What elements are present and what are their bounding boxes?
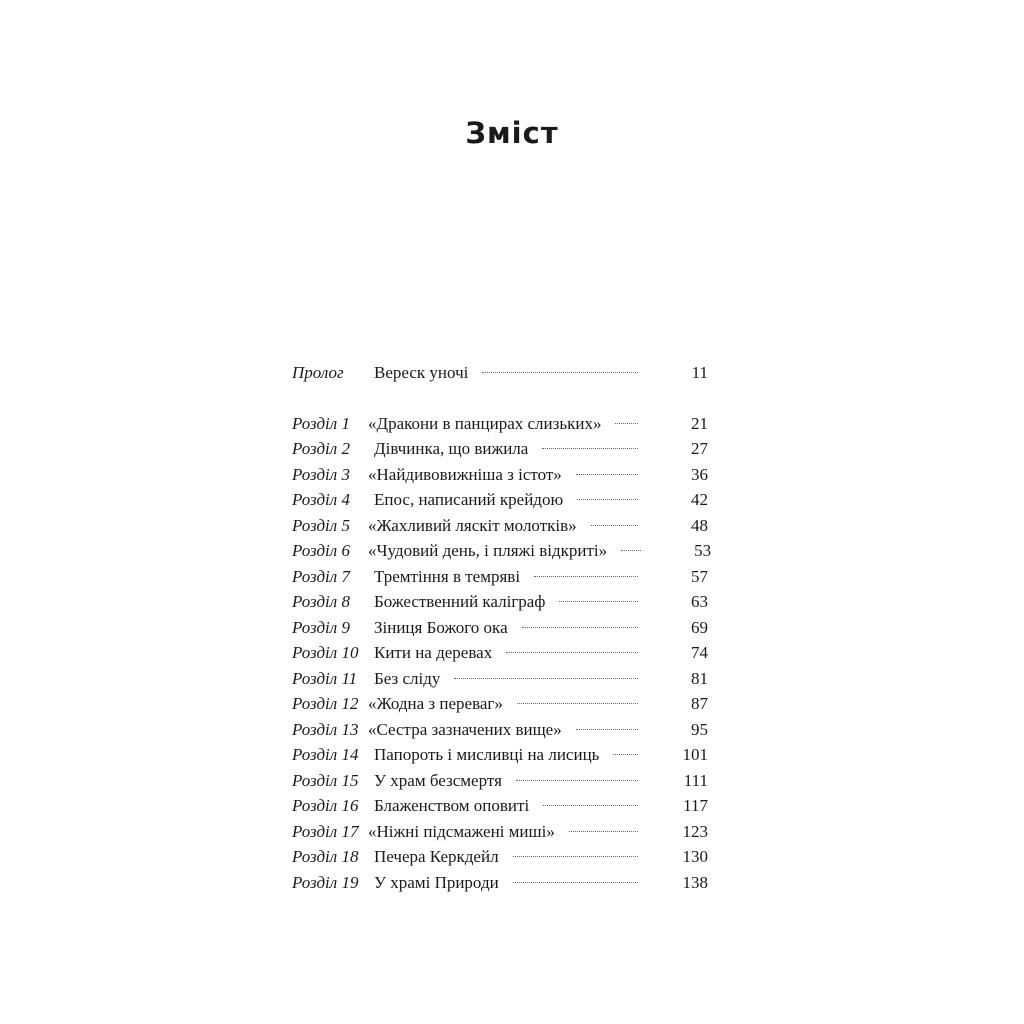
dot-leader xyxy=(615,423,638,424)
toc-entry-title: Блаженством оповиті xyxy=(374,796,530,815)
toc-entry-title: Без сліду xyxy=(374,668,441,688)
toc-entry-label: Розділ 15 xyxy=(292,770,359,790)
toc-entry-label: Розділ 6 xyxy=(292,541,350,560)
toc-entry-title: Епос, написаний крейдою xyxy=(374,490,564,509)
toc-entry-page-number: 130 xyxy=(682,847,708,866)
toc-entry-title: Кити на деревах xyxy=(374,643,493,662)
toc-entry-chapter-9 xyxy=(292,615,708,641)
dot-leader xyxy=(482,372,638,373)
toc-entry-page-number: 87 xyxy=(691,694,708,713)
toc-entry-title: «Сестра зазначених вище» xyxy=(368,719,562,739)
dot-leader xyxy=(516,780,638,781)
toc-entry-page-number: 69 xyxy=(691,617,708,637)
toc-entry-chapter-11 xyxy=(292,666,708,692)
toc-entry-chapter-15 xyxy=(292,768,708,794)
toc-entry-chapter-6 xyxy=(292,538,712,564)
toc-entry-label: Розділ 13 xyxy=(292,719,359,739)
toc-entry-page-number: 11 xyxy=(691,363,708,382)
toc-entry-label: Розділ 1 xyxy=(292,413,350,433)
toc-entry-chapter-7 xyxy=(292,564,708,590)
dot-leader xyxy=(576,729,638,730)
toc-entry-page-number: 123 xyxy=(682,821,708,841)
toc-entry-page-number: 63 xyxy=(691,592,708,611)
dot-leader xyxy=(517,703,638,704)
toc-entry-page-number: 81 xyxy=(691,668,708,688)
toc-entry-title: Дівчинка, що вижила xyxy=(374,439,529,458)
toc-entry-label: Розділ 4 xyxy=(292,490,350,509)
toc-entry-page-number: 138 xyxy=(682,872,708,892)
toc-entry-chapter-10 xyxy=(292,640,708,666)
toc-entry-title: Вереск уночі xyxy=(374,363,469,382)
toc-entry-label: Розділ 17 xyxy=(292,821,359,841)
toc-entry-label: Розділ 5 xyxy=(292,515,350,535)
toc-entry-chapter-1 xyxy=(292,411,708,437)
toc-entry-title: У храмі Природи xyxy=(374,872,499,892)
dot-leader xyxy=(621,550,641,551)
toc-entry-chapter-18 xyxy=(292,844,708,870)
dot-leader xyxy=(513,882,638,883)
toc-entry-title: Божественний каліграф xyxy=(374,592,546,611)
toc-entry-page-number: 74 xyxy=(691,643,708,662)
toc-entry-page-number: 36 xyxy=(691,464,708,484)
toc-entry-prologue xyxy=(292,360,708,386)
toc-entry-chapter-12 xyxy=(292,691,708,717)
toc-entry-page-number: 53 xyxy=(694,541,712,560)
toc-entry-chapter-4 xyxy=(292,487,708,513)
dot-leader xyxy=(577,499,638,500)
toc-entry-page-number: 101 xyxy=(682,745,708,764)
dot-leader xyxy=(559,601,638,602)
toc-entry-chapter-2 xyxy=(292,436,708,462)
toc-entry-title: Печера Керкдейл xyxy=(374,847,499,866)
dot-leader xyxy=(543,805,638,806)
toc-entry-page-number: 95 xyxy=(691,719,708,739)
toc-entry-page-number: 57 xyxy=(691,566,708,586)
toc-entry-chapter-13 xyxy=(292,717,708,743)
toc-entry-title: «Жодна з переваг» xyxy=(368,694,503,713)
toc-entry-label: Розділ 19 xyxy=(292,872,359,892)
toc-entry-label: Розділ 14 xyxy=(292,745,359,764)
table-of-contents xyxy=(292,360,712,895)
dot-leader xyxy=(454,678,638,679)
dot-leader xyxy=(522,627,638,628)
toc-entry-title: «Ніжні підсмажені миші» xyxy=(368,821,555,841)
dot-leader xyxy=(591,525,638,526)
toc-entry-title: «Дракони в панцирах слизьких» xyxy=(368,413,602,433)
toc-entry-chapter-5 xyxy=(292,513,708,539)
dot-leader xyxy=(576,474,638,475)
toc-entry-page-number: 117 xyxy=(683,796,708,815)
toc-entry-chapter-19 xyxy=(292,870,708,896)
toc-entry-title: Зіниця Божого ока xyxy=(374,617,508,637)
toc-entry-page-number: 42 xyxy=(691,490,708,509)
dot-leader xyxy=(506,652,638,653)
toc-entry-page-number: 27 xyxy=(691,439,708,458)
page-title: Зміст xyxy=(465,116,559,150)
toc-entry-label: Розділ 7 xyxy=(292,566,350,586)
toc-entry-title: Тремтіння в темряві xyxy=(374,566,521,586)
toc-entry-chapter-3 xyxy=(292,462,708,488)
toc-entry-title: Папороть і мисливці на лисиць xyxy=(374,745,600,764)
toc-entry-page-number: 21 xyxy=(691,413,708,433)
toc-entry-label: Розділ 9 xyxy=(292,617,350,637)
dot-leader xyxy=(542,448,638,449)
toc-entry-label: Розділ 12 xyxy=(292,694,359,713)
toc-entry-title: «Найдивовижніша з істот» xyxy=(368,464,562,484)
toc-entry-label: Розділ 8 xyxy=(292,592,350,611)
toc-entry-label: Розділ 10 xyxy=(292,643,359,662)
toc-entry-title: «Жахливий ляскіт молотків» xyxy=(368,515,577,535)
toc-entry-chapter-8 xyxy=(292,589,708,615)
toc-entry-title: «Чудовий день, і пляжі відкриті» xyxy=(368,541,608,560)
toc-entry-chapter-16 xyxy=(292,793,708,819)
toc-entry-label: Розділ 3 xyxy=(292,464,350,484)
dot-leader xyxy=(534,576,638,577)
toc-entry-chapter-14 xyxy=(292,742,708,768)
toc-entry-title: У храм безсмертя xyxy=(374,770,502,790)
toc-entry-page-number: 48 xyxy=(691,515,708,535)
toc-entry-chapter-17 xyxy=(292,819,708,845)
toc-entry-label: Розділ 11 xyxy=(292,668,358,688)
toc-entry-label: Розділ 16 xyxy=(292,796,359,815)
toc-entry-label: Пролог xyxy=(292,363,344,382)
dot-leader xyxy=(569,831,638,832)
toc-entry-label: Розділ 18 xyxy=(292,847,359,866)
dot-leader xyxy=(613,754,638,755)
toc-entry-label: Розділ 2 xyxy=(292,439,350,458)
toc-entry-page-number: 111 xyxy=(683,770,708,790)
dot-leader xyxy=(513,856,638,857)
